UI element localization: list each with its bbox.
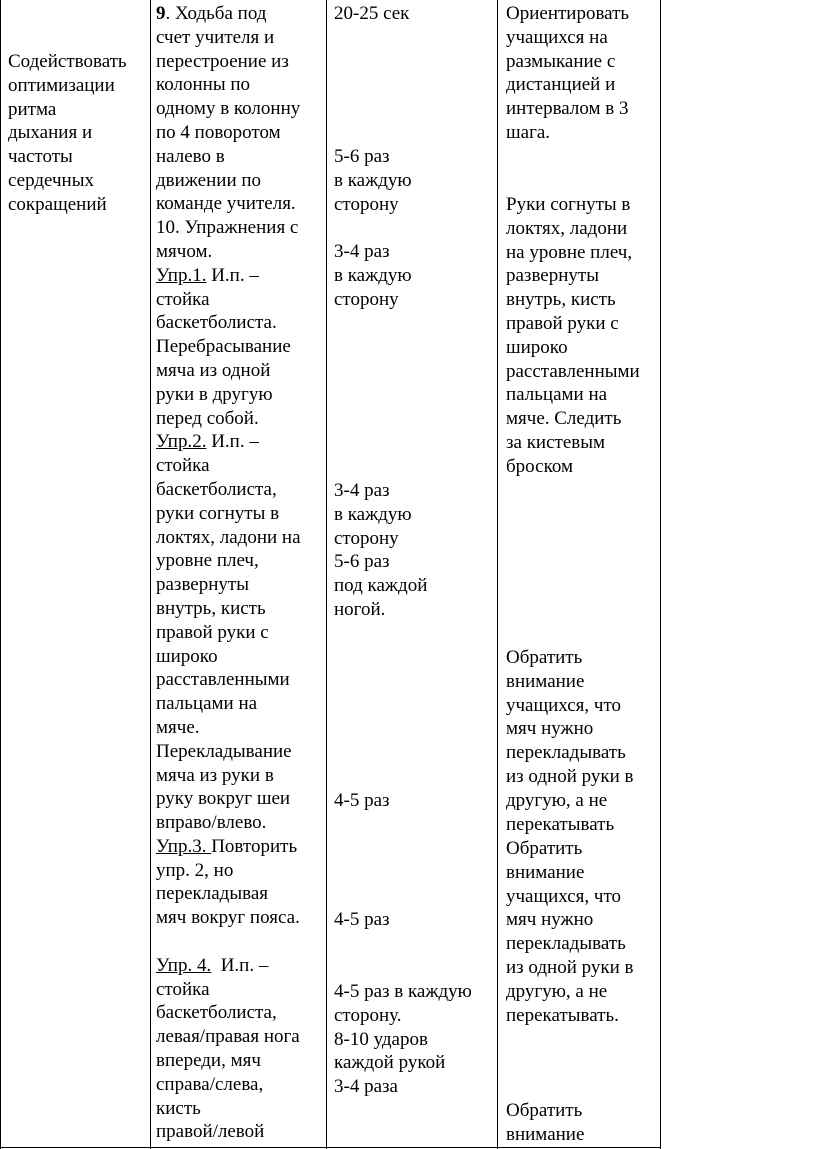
dosage-line: 5-6 раз <box>334 551 390 573</box>
note-line: интервалом в 3 <box>506 98 629 120</box>
goal-line: сердечных <box>8 169 94 191</box>
exercise-line: налево в <box>156 145 225 167</box>
note-line: мяче. Следить <box>506 408 622 430</box>
exercise-line: Перекладывание <box>156 740 292 762</box>
note-line: за кистевым <box>506 431 606 453</box>
dosage-line: в каждую <box>334 503 412 525</box>
note-n4 <box>506 837 634 1027</box>
exercise-line: движении по <box>156 169 262 191</box>
goal-line: Содействовать <box>8 51 127 72</box>
note-line: расставленными <box>506 360 640 382</box>
exercise-line: одному в колонну <box>156 98 301 120</box>
note-line: мяч нужно <box>506 909 594 931</box>
dosage-line: 4-5 раз <box>334 790 390 811</box>
dosage-line: 20-25 сек <box>334 3 410 24</box>
exercise-line: мяч вокруг пояса. <box>156 907 300 929</box>
note-line: шага. <box>506 121 551 143</box>
exercise-9-heading <box>156 2 301 26</box>
exercise-line: мяча из одной <box>156 359 271 381</box>
note-line: перекатывать. <box>506 1004 619 1026</box>
note-line: перекладывать <box>506 933 626 955</box>
note-line: мяч нужно <box>506 718 594 740</box>
exercise-2-start: И.п. – <box>206 431 259 453</box>
exercise-line: впереди, мяч <box>156 1050 261 1072</box>
note-line: Обратить <box>506 1100 583 1121</box>
dosage-line: 8-10 ударов <box>334 1028 428 1050</box>
exercise-line: руку вокруг шеи <box>156 788 291 810</box>
exercise-3-start: Повторить <box>211 835 298 857</box>
exercise-2-label: Упр.2. <box>156 431 207 453</box>
exercise-9-title: . Ходьба под <box>165 3 267 24</box>
dosage-line: 4-5 раз <box>334 909 390 930</box>
note-line: внимание <box>506 670 585 692</box>
note-line: перекатывать <box>506 813 615 835</box>
note-n5 <box>506 1099 584 1147</box>
exercise-3-heading <box>156 835 301 859</box>
exercise-line: баскетболиста. <box>156 312 277 334</box>
dosage-line: 5-6 раз <box>334 146 390 167</box>
note-line: широко <box>506 336 568 358</box>
note-line: Обратить <box>506 647 583 668</box>
goal-line: оптимизации <box>8 74 115 96</box>
note-line: размыкание с <box>506 50 616 72</box>
exercise-line: локтях, ладони на <box>156 526 301 548</box>
note-line: внимание <box>506 1123 585 1145</box>
exercise-1-label: Упр.1. <box>156 264 207 286</box>
dosage-line: сторону <box>334 193 399 215</box>
exercise-3-label: Упр.3. <box>156 835 212 857</box>
dosage-line: каждой рукой <box>334 1052 446 1074</box>
dosage-t5 <box>334 789 390 813</box>
exercise-line: мяча из руки в <box>156 764 274 786</box>
dosage-t6 <box>334 908 390 932</box>
dosage-line: сторону. <box>334 1004 402 1026</box>
note-line: внутрь, кисть <box>506 289 616 311</box>
exercise-line: баскетболиста, <box>156 1002 277 1024</box>
dosage-t3 <box>334 240 412 311</box>
exercise-line: расставленными <box>156 669 290 691</box>
note-line: из одной руки в <box>506 765 634 787</box>
dosage-line: сторону <box>334 288 399 310</box>
blank-line <box>156 930 301 954</box>
note-line: правой руки с <box>506 312 619 334</box>
exercise-line: мячом. <box>156 240 213 262</box>
exercise-line: перед собой. <box>156 407 259 429</box>
dosage-line: в каждую <box>334 264 412 286</box>
note-line: броском <box>506 455 574 477</box>
note-n3 <box>506 646 634 836</box>
note-line: внимание <box>506 861 585 883</box>
exercise-line: упр. 2, но <box>156 859 234 881</box>
dosage-t1 <box>334 2 409 26</box>
column-divider-3 <box>497 0 498 1149</box>
exercise-line: развернуты <box>156 574 249 596</box>
exercise-line: баскетболиста, <box>156 478 277 500</box>
exercise-line: команде учителя. <box>156 193 296 215</box>
exercise-line: вправо/влево. <box>156 812 267 834</box>
note-line: локтях, ладони <box>506 217 628 239</box>
exercise-line: руки в другую <box>156 383 273 405</box>
table-border-right <box>660 0 661 1149</box>
table-border-left <box>0 0 1 1149</box>
dosage-t2 <box>334 145 412 216</box>
dosage-line: ногой. <box>334 598 386 620</box>
exercise-line: широко <box>156 645 218 667</box>
note-line: учащихся, что <box>506 694 622 716</box>
note-n2 <box>506 193 640 479</box>
note-line: Руки согнуты в <box>506 194 631 215</box>
exercise-line: левая/правая нога <box>156 1026 300 1048</box>
exercise-10-heading: 10. Упражнения с <box>156 217 299 239</box>
note-line: развернуты <box>506 265 599 287</box>
note-line: учащихся на <box>506 26 608 48</box>
note-line: дистанцией и <box>506 74 616 96</box>
dosage-line: в каждую <box>334 169 412 191</box>
exercise-line: стойка <box>156 455 210 477</box>
note-n1 <box>506 2 629 145</box>
exercise-1-heading <box>156 264 301 288</box>
column-divider-1 <box>150 0 151 1149</box>
exercise-line: пальцами на <box>156 693 258 715</box>
note-line: на уровне плеч, <box>506 241 633 263</box>
dosage-t7 <box>334 980 472 1099</box>
exercise-line: внутрь, кисть <box>156 597 266 619</box>
exercise-9-number: 9 <box>156 3 166 24</box>
goal-line: сокращений <box>8 193 107 215</box>
exercise-line: перекладывая <box>156 883 269 905</box>
exercise-line: уровне плеч, <box>156 550 259 572</box>
dosage-line: 4-5 раз в каждую <box>334 981 472 1002</box>
exercise-line: мяче. <box>156 716 200 738</box>
exercise-line: правой/левой <box>156 1121 265 1143</box>
note-line: учащихся, что <box>506 885 622 907</box>
goal-line: дыхания и <box>8 122 93 144</box>
exercise-line: руки согнуты в <box>156 502 280 524</box>
exercise-line: перестроение из <box>156 50 289 72</box>
exercise-2-heading <box>156 430 301 454</box>
dosage-t4 <box>334 479 427 622</box>
dosage-line: 3-4 раз <box>334 241 390 262</box>
table-bottom-border <box>0 1147 661 1148</box>
note-line: Обратить <box>506 838 583 859</box>
exercise-line: стойка <box>156 288 210 310</box>
exercise-line: правой руки с <box>156 621 269 643</box>
dosage-line: 3-4 раз <box>334 480 390 501</box>
exercise-content-cell <box>156 2 301 1144</box>
note-line: Ориентировать <box>506 3 630 24</box>
exercise-line: справа/слева, <box>156 1073 264 1095</box>
note-line: другую, а не <box>506 789 608 811</box>
exercise-4-label: Упр. 4. <box>156 954 212 976</box>
note-line: из одной руки в <box>506 956 634 978</box>
dosage-line: под каждой <box>334 575 428 597</box>
goal-cell <box>8 50 127 217</box>
note-line: пальцами на <box>506 384 608 406</box>
exercise-4-start: И.п. – <box>211 954 269 976</box>
goal-line: частоты <box>8 146 73 168</box>
dosage-line: сторону <box>334 527 399 549</box>
exercise-line: Перебрасывание <box>156 336 291 358</box>
column-divider-2 <box>326 0 327 1149</box>
exercise-4-heading <box>156 954 301 978</box>
exercise-line: по 4 поворотом <box>156 121 281 143</box>
note-line: другую, а не <box>506 980 608 1002</box>
note-line: перекладывать <box>506 742 626 764</box>
exercise-1-start: И.п. – <box>206 264 259 286</box>
exercise-line: стойка <box>156 978 210 1000</box>
exercise-line: счет учителя и <box>156 26 275 48</box>
exercise-line: колонны по <box>156 74 251 96</box>
goal-line: ритма <box>8 98 57 120</box>
exercise-line: кисть <box>156 1097 201 1119</box>
dosage-line: 3-4 раза <box>334 1076 398 1098</box>
